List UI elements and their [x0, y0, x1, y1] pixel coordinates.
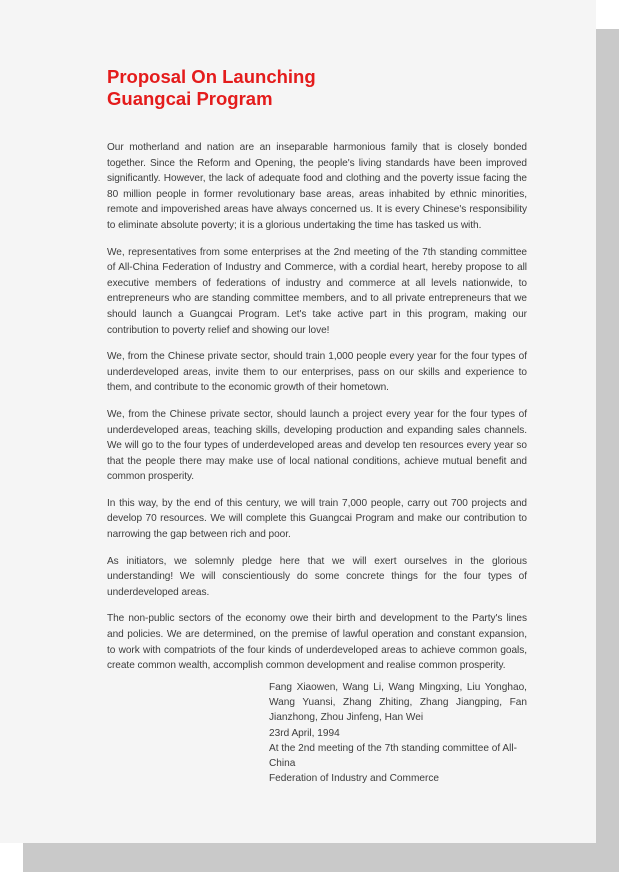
signatory-names: Fang Xiaowen, Wang Li, Wang Mingxing, Liu Yonghao, Wang Yuansi, Zhang Zhiting, Zhang Jiangping, Fan Jianzhong, Zhou Jinfeng, Han Wei: [269, 682, 527, 724]
title-line-2: Guangcai Program: [107, 88, 273, 109]
paragraph-3: We, from the Chinese private sector, should train 1,000 people every year for the four types of underdeveloped areas, invite them to our enterprises, pass on our skills and experience to them, and contribute to the economic growth of their hometown.: [107, 351, 527, 394]
paragraph-2: We, representatives from some enterprises at the 2nd meeting of the 7th standing committee of All-China Federation of Industry and Commerce, with a cordial heart, hereby propose to all executive members of federations of industry and commerce at all levels nationwide, to entrepreneurs who are standing committee members, and to all private entrepreneurs that we should launch a Guangcai Program. Let's take active part in this program, making our contribution to poverty relief and showing our love!: [107, 246, 527, 336]
paragraph-4: We, from the Chinese private sector, should launch a project every year for the four types of underdeveloped areas, teaching skills, developing production and expanding sales channels. We will go to the four types of underdeveloped areas and develop ten resources every year so that the people there may make use of local national conditions, achieve mutual benefit and common prosperity.: [107, 408, 527, 483]
meeting-line-1: At the 2nd meeting of the 7th standing committee of All-China: [269, 742, 518, 770]
paragraph-6: As initiators, we solemnly pledge here that we will exert ourselves in the glorious understanding! We will conscientiously do some concrete things for the four types of underdeveloped areas.: [107, 555, 527, 598]
meeting-line-2: Federation of Industry and Commerce: [269, 773, 439, 785]
paragraph-1: Our motherland and nation are an inseparable harmonious family that is closely bonded together. Since the Reform and Opening, the people's living standards have been improved significantly. However, the lack of adequate food and clothing and the poverty issue facing the 80 million people in former revolutionary base areas, areas inhabited by ethnic minorities, remote and impoverished areas have always concerned us. It is every Chinese's responsibility to eliminate absolute poverty; it is a glorious undertaking the time has tasked us with.: [107, 142, 527, 231]
document-title: [107, 66, 316, 110]
paragraph-7: The non-public sectors of the economy owe their birth and development to the Party's lines and policies. We are determined, on the premise of lawful operation and constant expansion, to work with compatriots of the four kinds of underdeveloped areas to achieve common goals, create common wealth, accomplish common development and realise common prosperity.: [107, 613, 527, 672]
document-body: [107, 140, 527, 685]
signature-block: [269, 680, 527, 786]
title-line-1: Proposal On Launching: [107, 66, 316, 87]
signature-date: 23rd April, 1994: [269, 727, 340, 739]
paragraph-5: In this way, by the end of this century, we will train 7,000 people, carry out 700 projects and develop 70 resources. We will complete this Guangcai Program and make our contribution to narrowing the gap between rich and poor.: [107, 497, 527, 541]
